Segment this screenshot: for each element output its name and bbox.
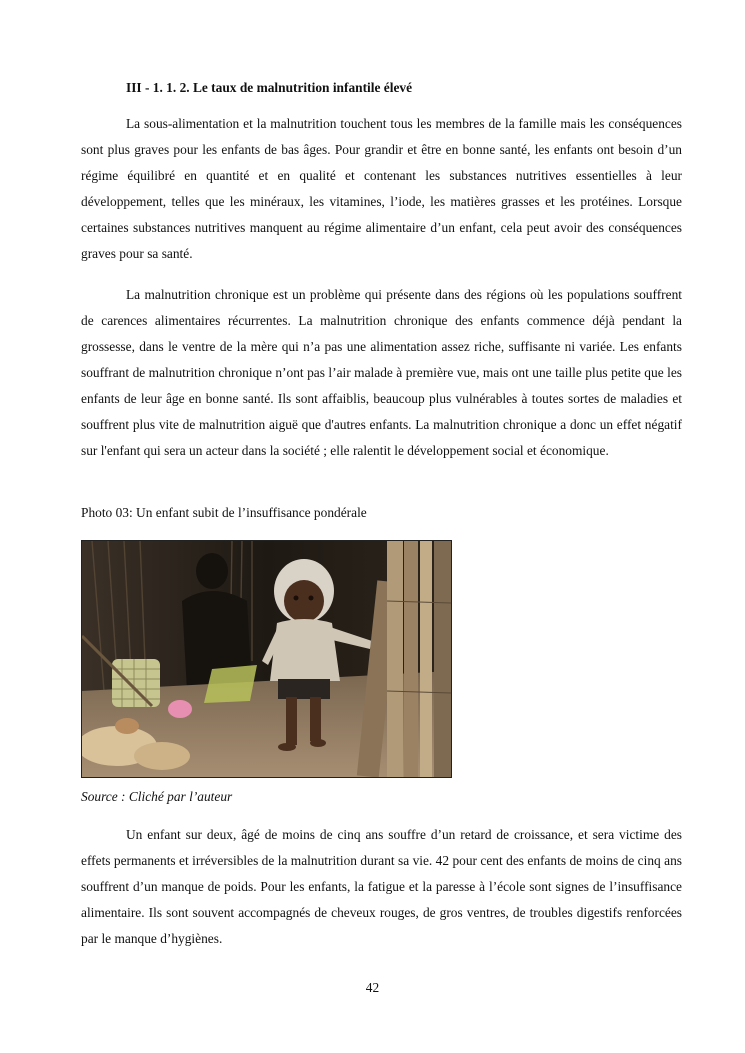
page-number: 42 xyxy=(365,980,380,995)
section-heading: III - 1. 1. 2. Le taux de malnutrition infantile élevé xyxy=(126,80,413,95)
photo-illustration xyxy=(82,541,451,777)
paragraph-3: Un enfant sur deux, âgé de moins de cinq ans souffre d’un retard de croissance, et sera victime des effets permanents et irréversibles de la malnutrition durant sa vie. 42 pour cent des enfants de moins de cinq ans souffrent d’un manque de poids. Pour les enfants, la fatigue et la paresse à l’école sont signes de l’insuffisance alimentaire. Ils sont souvent accompagnés de cheveux rouges, de gros ventres, de troubles digestifs renforcées par le manque d’hygiènes. xyxy=(81,827,682,946)
paragraph-1: La sous-alimentation et la malnutrition touchent tous les membres de la famille mais les conséquences sont plus graves pour les enfants de bas âges. Pour grandir et être en bonne santé, les enfants ont besoin d’un régime équilibré en quantité et en qualité et contenant les substances nutritives essentielles à leur développement, telles que les minéraux, les vitamines, l’iode, les matières grasses et les protéines. Lorsque certaines substances nutritives manquent au régime alimentaire d’un enfant, cela peut avoir des conséquences graves pour sa santé. xyxy=(81,116,682,261)
photo-source: Source : Cliché par l’auteur xyxy=(81,789,233,804)
paragraph-2: La malnutrition chronique est un problème qui présente dans des régions où les populations souffrent de carences alimentaires récurrentes. La malnutrition chronique des enfants commence déjà pendant la grossesse, dans le ventre de la mère qui n’a pas une alimentation assez riche, suffisante ni variée. Les enfants souffrant de malnutrition chronique n’ont pas l’air malade à première vue, mais ont une taille plus petite que les enfants de leur âge en bonne santé. Ils sont affaiblis, beaucoup plus vulnérables à toutes sortes de maladies et souffrent plus vite de malnutrition aiguë que d'autres enfants. La malnutrition chronique a donc un effet négatif sur l'enfant qui sera un acteur dans la société ; elle ralentit le développement social et économique. xyxy=(81,287,682,458)
photo-caption: Photo 03: Un enfant subit de l’insuffisance pondérale xyxy=(81,505,367,520)
photo-child-in-hut xyxy=(81,540,452,778)
